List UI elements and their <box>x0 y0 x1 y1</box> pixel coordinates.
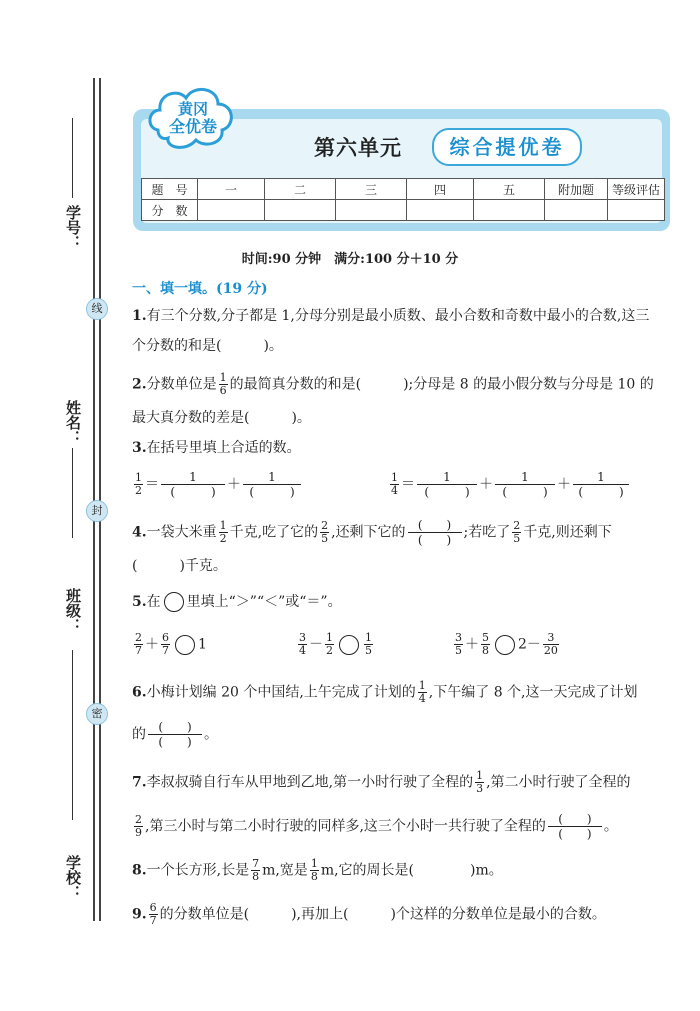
blank-fraction[interactable]: 1 ( ) <box>417 470 477 499</box>
question-1-line2: 个分数的和是( )。 <box>132 338 283 354</box>
q2-text-b: 的最简真分数的和是( );分母是 8 的最小假分数与分母是 10 的 <box>229 376 654 393</box>
q3-equation-2: $\frac{1}{4}$ ＝ 1 ( ) ＋ 1 ( ) ＋ 1 ( ) <box>388 470 631 499</box>
cell-score[interactable] <box>474 200 545 221</box>
cell-score[interactable] <box>407 200 474 221</box>
answer-fraction[interactable]: ( ) ( ) <box>148 720 202 749</box>
section-title: 一、填一填。(19 分) <box>132 281 268 297</box>
cell-score[interactable] <box>198 200 265 221</box>
q5-compare-2: $\frac{3}{4}$ － $\frac{1}{2}$ $\frac{1}{5}$ <box>299 631 372 657</box>
student-id-line <box>72 118 73 198</box>
q-number: 1. <box>132 308 147 324</box>
answer-fraction[interactable]: ( ) ( ) <box>408 518 462 547</box>
cell-score[interactable] <box>545 200 608 221</box>
cell-score[interactable] <box>336 200 407 221</box>
cell-header: 附加题 <box>545 179 608 200</box>
cell-score-label: 分 数 <box>142 200 198 221</box>
question-4: 4.一袋大米重 $\frac{1}{2}$ 千克,吃了它的 $\frac{2}{5}$ ,还剩下它的 ( ) ( ) ;若吃了 $\frac{2}{5}$ 千克,则还剩下 <box>132 518 612 547</box>
cell-header: 四 <box>407 179 474 200</box>
name-line <box>72 448 73 538</box>
question-6: 6.小梅计划编 20 个中国结,上午完成了计划的 $\frac{1}{4}$ ,下午编了 8 个,这一天完成了计划 <box>132 679 638 705</box>
q2-text-a: 分数单位是 <box>146 376 217 393</box>
compare-circle-icon[interactable] <box>175 635 195 655</box>
fraction: $\frac{1}{6}$ <box>219 371 227 397</box>
cell-header: 一 <box>198 179 265 200</box>
q-number: 2. <box>132 376 147 393</box>
score-table-score-row <box>142 200 665 221</box>
seal-line: 线 <box>86 298 108 320</box>
q-number: 3. <box>132 440 147 456</box>
question-3 <box>132 438 301 458</box>
unit-title: 第六单元 <box>314 136 402 160</box>
cell-header: 三 <box>336 179 407 200</box>
question-9: 9. $\frac{6}{7}$ 的分数单位是( ),再加上( )个这样的分数单位是最小的合数。 <box>132 901 606 927</box>
logo-text-2: 全优卷 <box>168 117 218 136</box>
question-1 <box>132 306 649 326</box>
cell-header: 五 <box>474 179 545 200</box>
question-2-line2: 最大真分数的差是( )。 <box>132 410 311 426</box>
q-number: 4. <box>132 524 147 541</box>
q-number: 6. <box>132 684 147 701</box>
cell-score[interactable] <box>608 200 665 221</box>
question-8: 8.一个长方形,长是 $\frac{7}{8}$ m,宽是 $\frac{1}{8}$ m,它的周长是( )m。 <box>132 857 503 883</box>
name-label: 姓名： <box>64 400 82 445</box>
student-id-label: 学号： <box>64 205 82 250</box>
compare-circle-icon[interactable] <box>339 635 359 655</box>
answer-fraction[interactable]: ( ) ( ) <box>548 812 602 841</box>
cell-score[interactable] <box>265 200 336 221</box>
q5-compare-1: $\frac{2}{7}$ ＋ $\frac{6}{7}$ 1 <box>135 631 207 657</box>
compare-circle-icon[interactable] <box>495 635 515 655</box>
q-number: 5. <box>132 594 147 610</box>
cell-header: 二 <box>265 179 336 200</box>
logo-cloud-icon <box>146 82 240 158</box>
compare-circle-icon <box>164 592 184 612</box>
blank-fraction[interactable]: 1 ( ) <box>243 470 301 499</box>
question-7: 7.李叔叔骑自行车从甲地到乙地,第一小时行驶了全程的 $\frac{1}{3}$ ,第二小时行驶了全程的 <box>132 769 631 795</box>
school-label: 学校： <box>64 855 82 900</box>
question-6-line2: 的 ( ) ( ) 。 <box>132 720 218 749</box>
class-label: 班级： <box>64 588 82 633</box>
seal-secret: 密 <box>86 703 108 725</box>
cell-header: 等级评估 <box>608 179 665 200</box>
score-table-header-row <box>142 179 665 200</box>
question-7-line2: $\frac{2}{9}$ ,第三小时与第二小时行驶的同样多,这三个小时一共行驶了全程的 ( ) ( ) 。 <box>135 812 618 841</box>
q-number: 9. <box>132 906 147 923</box>
question-2 <box>132 372 654 397</box>
blank-fraction[interactable]: 1 ( ) <box>495 470 555 499</box>
blank-fraction[interactable]: 1 ( ) <box>161 470 225 499</box>
q3-text: 在括号里填上合适的数。 <box>146 440 301 456</box>
question-5: 5.在 里填上“＞”“＜”或“＝”。 <box>132 594 342 610</box>
blank-fraction[interactable]: 1 ( ) <box>573 470 629 499</box>
time-info: 时间:90 分钟 满分:100 分＋10 分 <box>241 252 459 267</box>
class-line <box>72 650 73 820</box>
seal-seal: 封 <box>86 500 108 522</box>
logo-text-1: 黄冈 <box>177 100 209 118</box>
question-4-line2: ( )千克。 <box>132 558 227 574</box>
q-number: 8. <box>132 862 147 879</box>
score-table <box>141 178 665 221</box>
q5-compare-3: $\frac{3}{5}$ ＋ $\frac{5}{8}$ 2－ $\frac{3}{20}$ <box>455 631 558 657</box>
q1-text-1: 有三个分数,分子都是 1,分母分别是最小质数、最小合数和奇数中最小的合数,这三 <box>146 308 650 324</box>
q-number: 7. <box>132 774 147 791</box>
q3-equation-1: $\frac{1}{2}$ ＝ 1 ( ) ＋ 1 ( ) <box>132 470 303 499</box>
unit-subtitle: 综合提优卷 <box>432 128 582 166</box>
cell-header: 题 号 <box>142 179 198 200</box>
